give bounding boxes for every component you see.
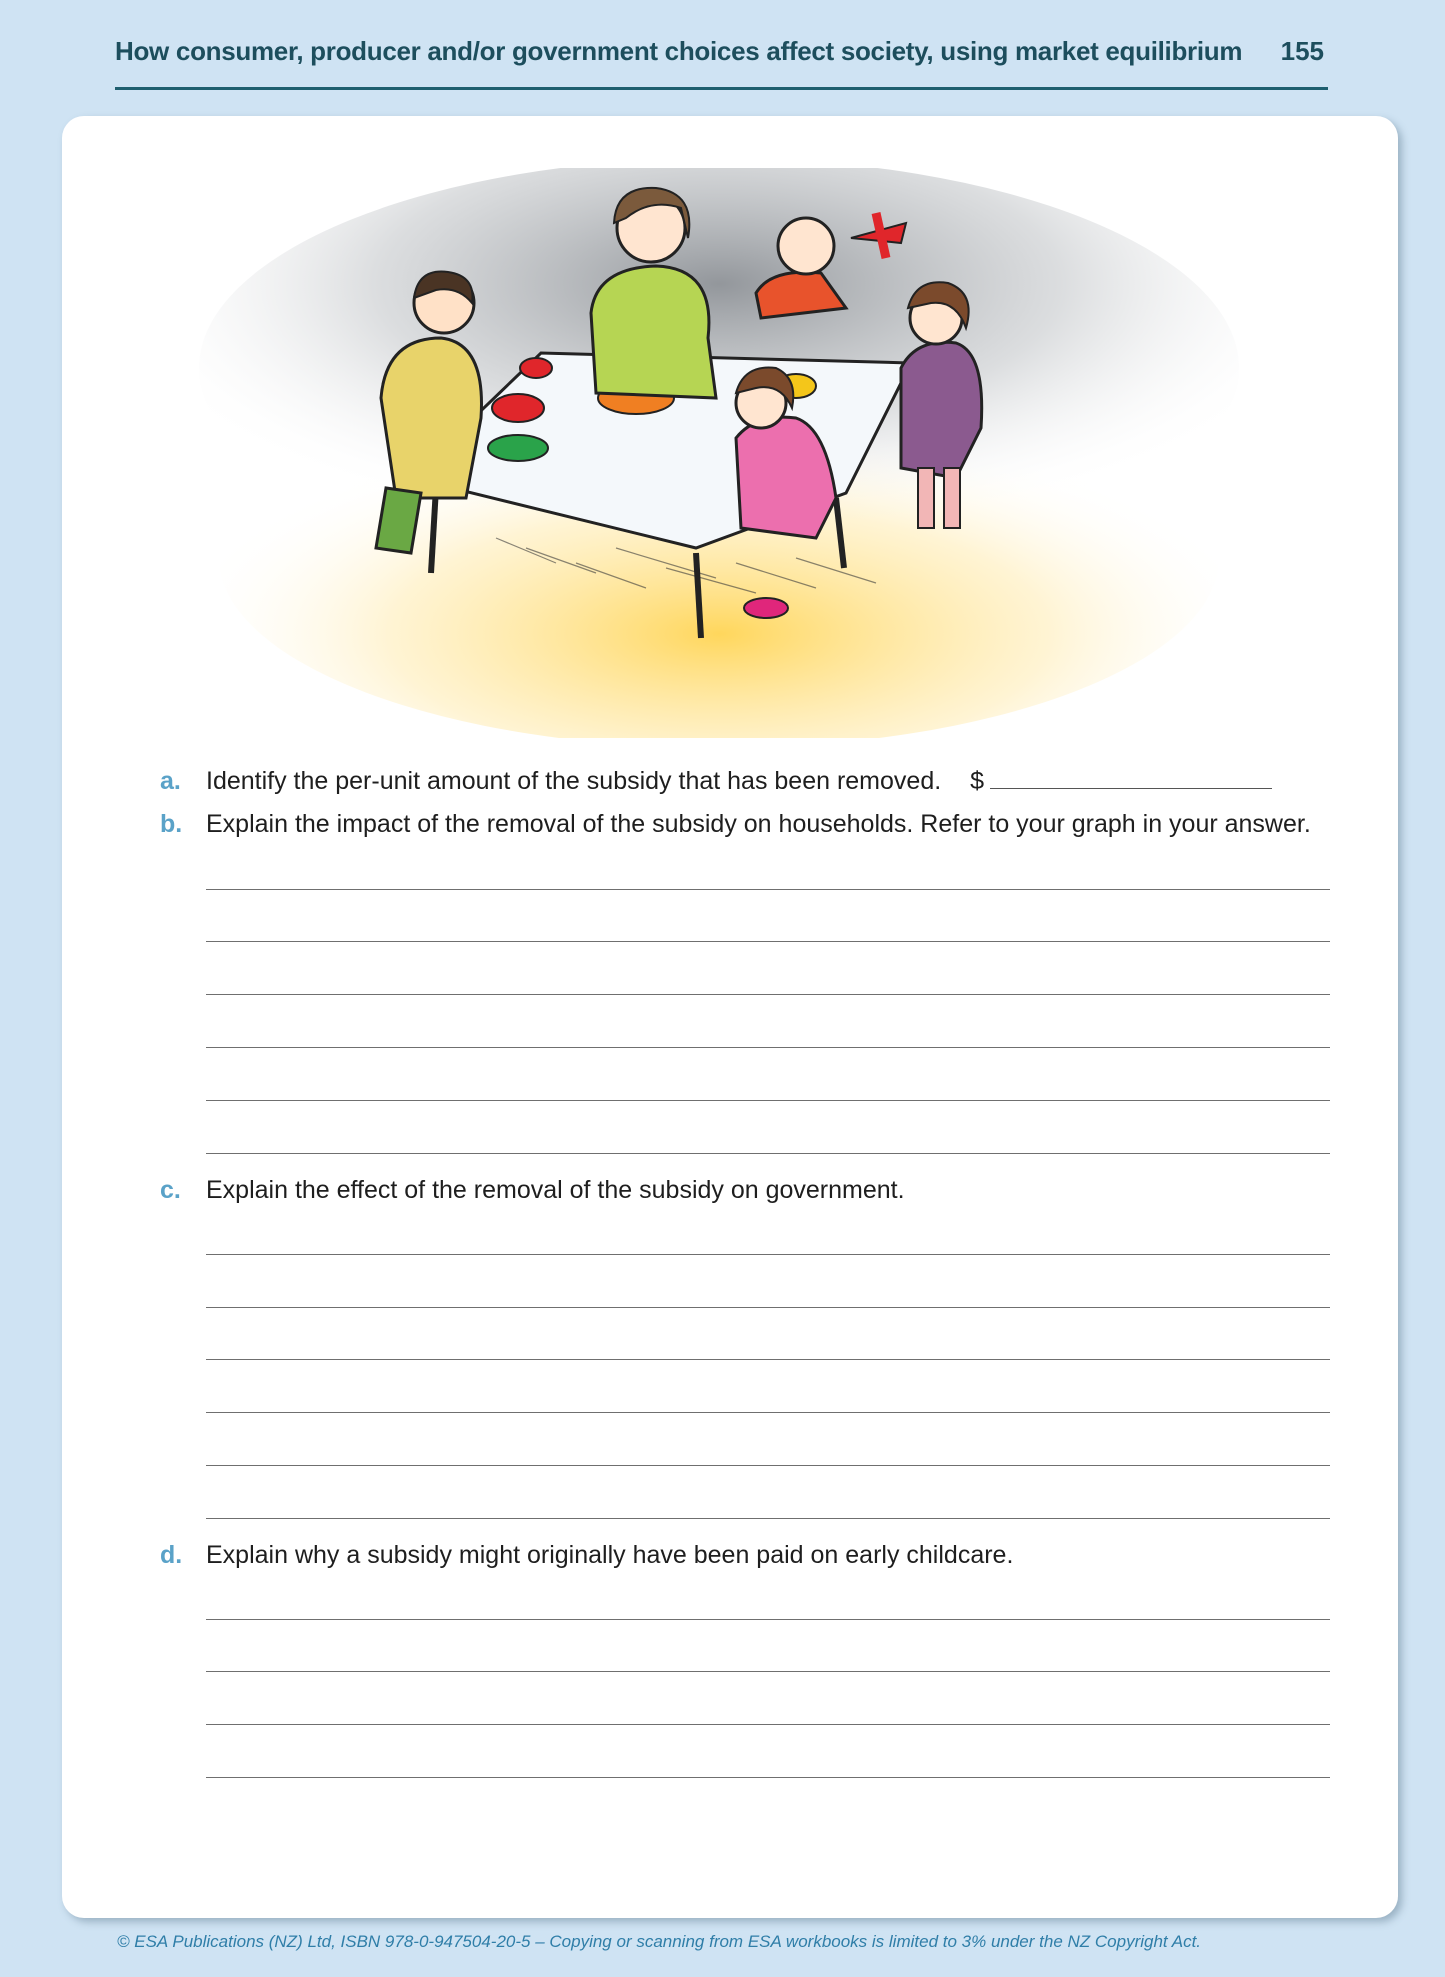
answer-line-b4[interactable] xyxy=(206,1047,1330,1048)
childcare-playdough-illustration xyxy=(196,168,1242,738)
answer-line-c5[interactable] xyxy=(206,1465,1330,1466)
question-text: Identify the per-unit amount of the subsidy that has been removed. xyxy=(206,767,942,795)
question-letter: a. xyxy=(160,767,181,795)
page-number: 155 xyxy=(1280,36,1324,66)
answer-blank-a[interactable] xyxy=(990,768,1272,789)
question-d xyxy=(160,1541,1013,1570)
page-header xyxy=(115,32,1328,90)
answer-line-b1[interactable] xyxy=(206,889,1330,890)
header-title: How consumer, producer and/or government choices affect society, using market equilibrium xyxy=(115,36,1243,66)
question-text: Explain the effect of the removal of the subsidy on government. xyxy=(206,1176,905,1204)
answer-line-c3[interactable] xyxy=(206,1359,1330,1360)
question-text: Explain the impact of the removal of the subsidy on households. Refer to your graph in your answer. xyxy=(206,810,1311,838)
currency-symbol: $ xyxy=(970,767,985,795)
answer-line-d2[interactable] xyxy=(206,1671,1330,1672)
question-a xyxy=(160,767,1272,796)
question-letter: d. xyxy=(160,1541,183,1569)
answer-line-c6[interactable] xyxy=(206,1518,1330,1519)
answer-line-d1[interactable] xyxy=(206,1619,1330,1620)
copyright-footer: © ESA Publications (NZ) Ltd, ISBN 978-0-947504-20-5 – Copying or scanning from ESA workbooks is limited to 3% under the NZ Copyright Act. xyxy=(117,1932,1202,1951)
answer-line-d4[interactable] xyxy=(206,1777,1330,1778)
answer-line-c1[interactable] xyxy=(206,1254,1330,1255)
question-text: Explain why a subsidy might originally have been paid on early childcare. xyxy=(206,1541,1014,1569)
answer-line-c4[interactable] xyxy=(206,1412,1330,1413)
question-letter: b. xyxy=(160,810,183,838)
question-b xyxy=(160,810,1311,839)
answer-line-b6[interactable] xyxy=(206,1153,1330,1154)
answer-line-c2[interactable] xyxy=(206,1307,1330,1308)
answer-line-b3[interactable] xyxy=(206,994,1330,995)
answer-line-b2[interactable] xyxy=(206,941,1330,942)
question-c xyxy=(160,1176,905,1205)
answer-line-d3[interactable] xyxy=(206,1724,1330,1725)
question-letter: c. xyxy=(160,1176,181,1204)
answer-line-b5[interactable] xyxy=(206,1100,1330,1101)
